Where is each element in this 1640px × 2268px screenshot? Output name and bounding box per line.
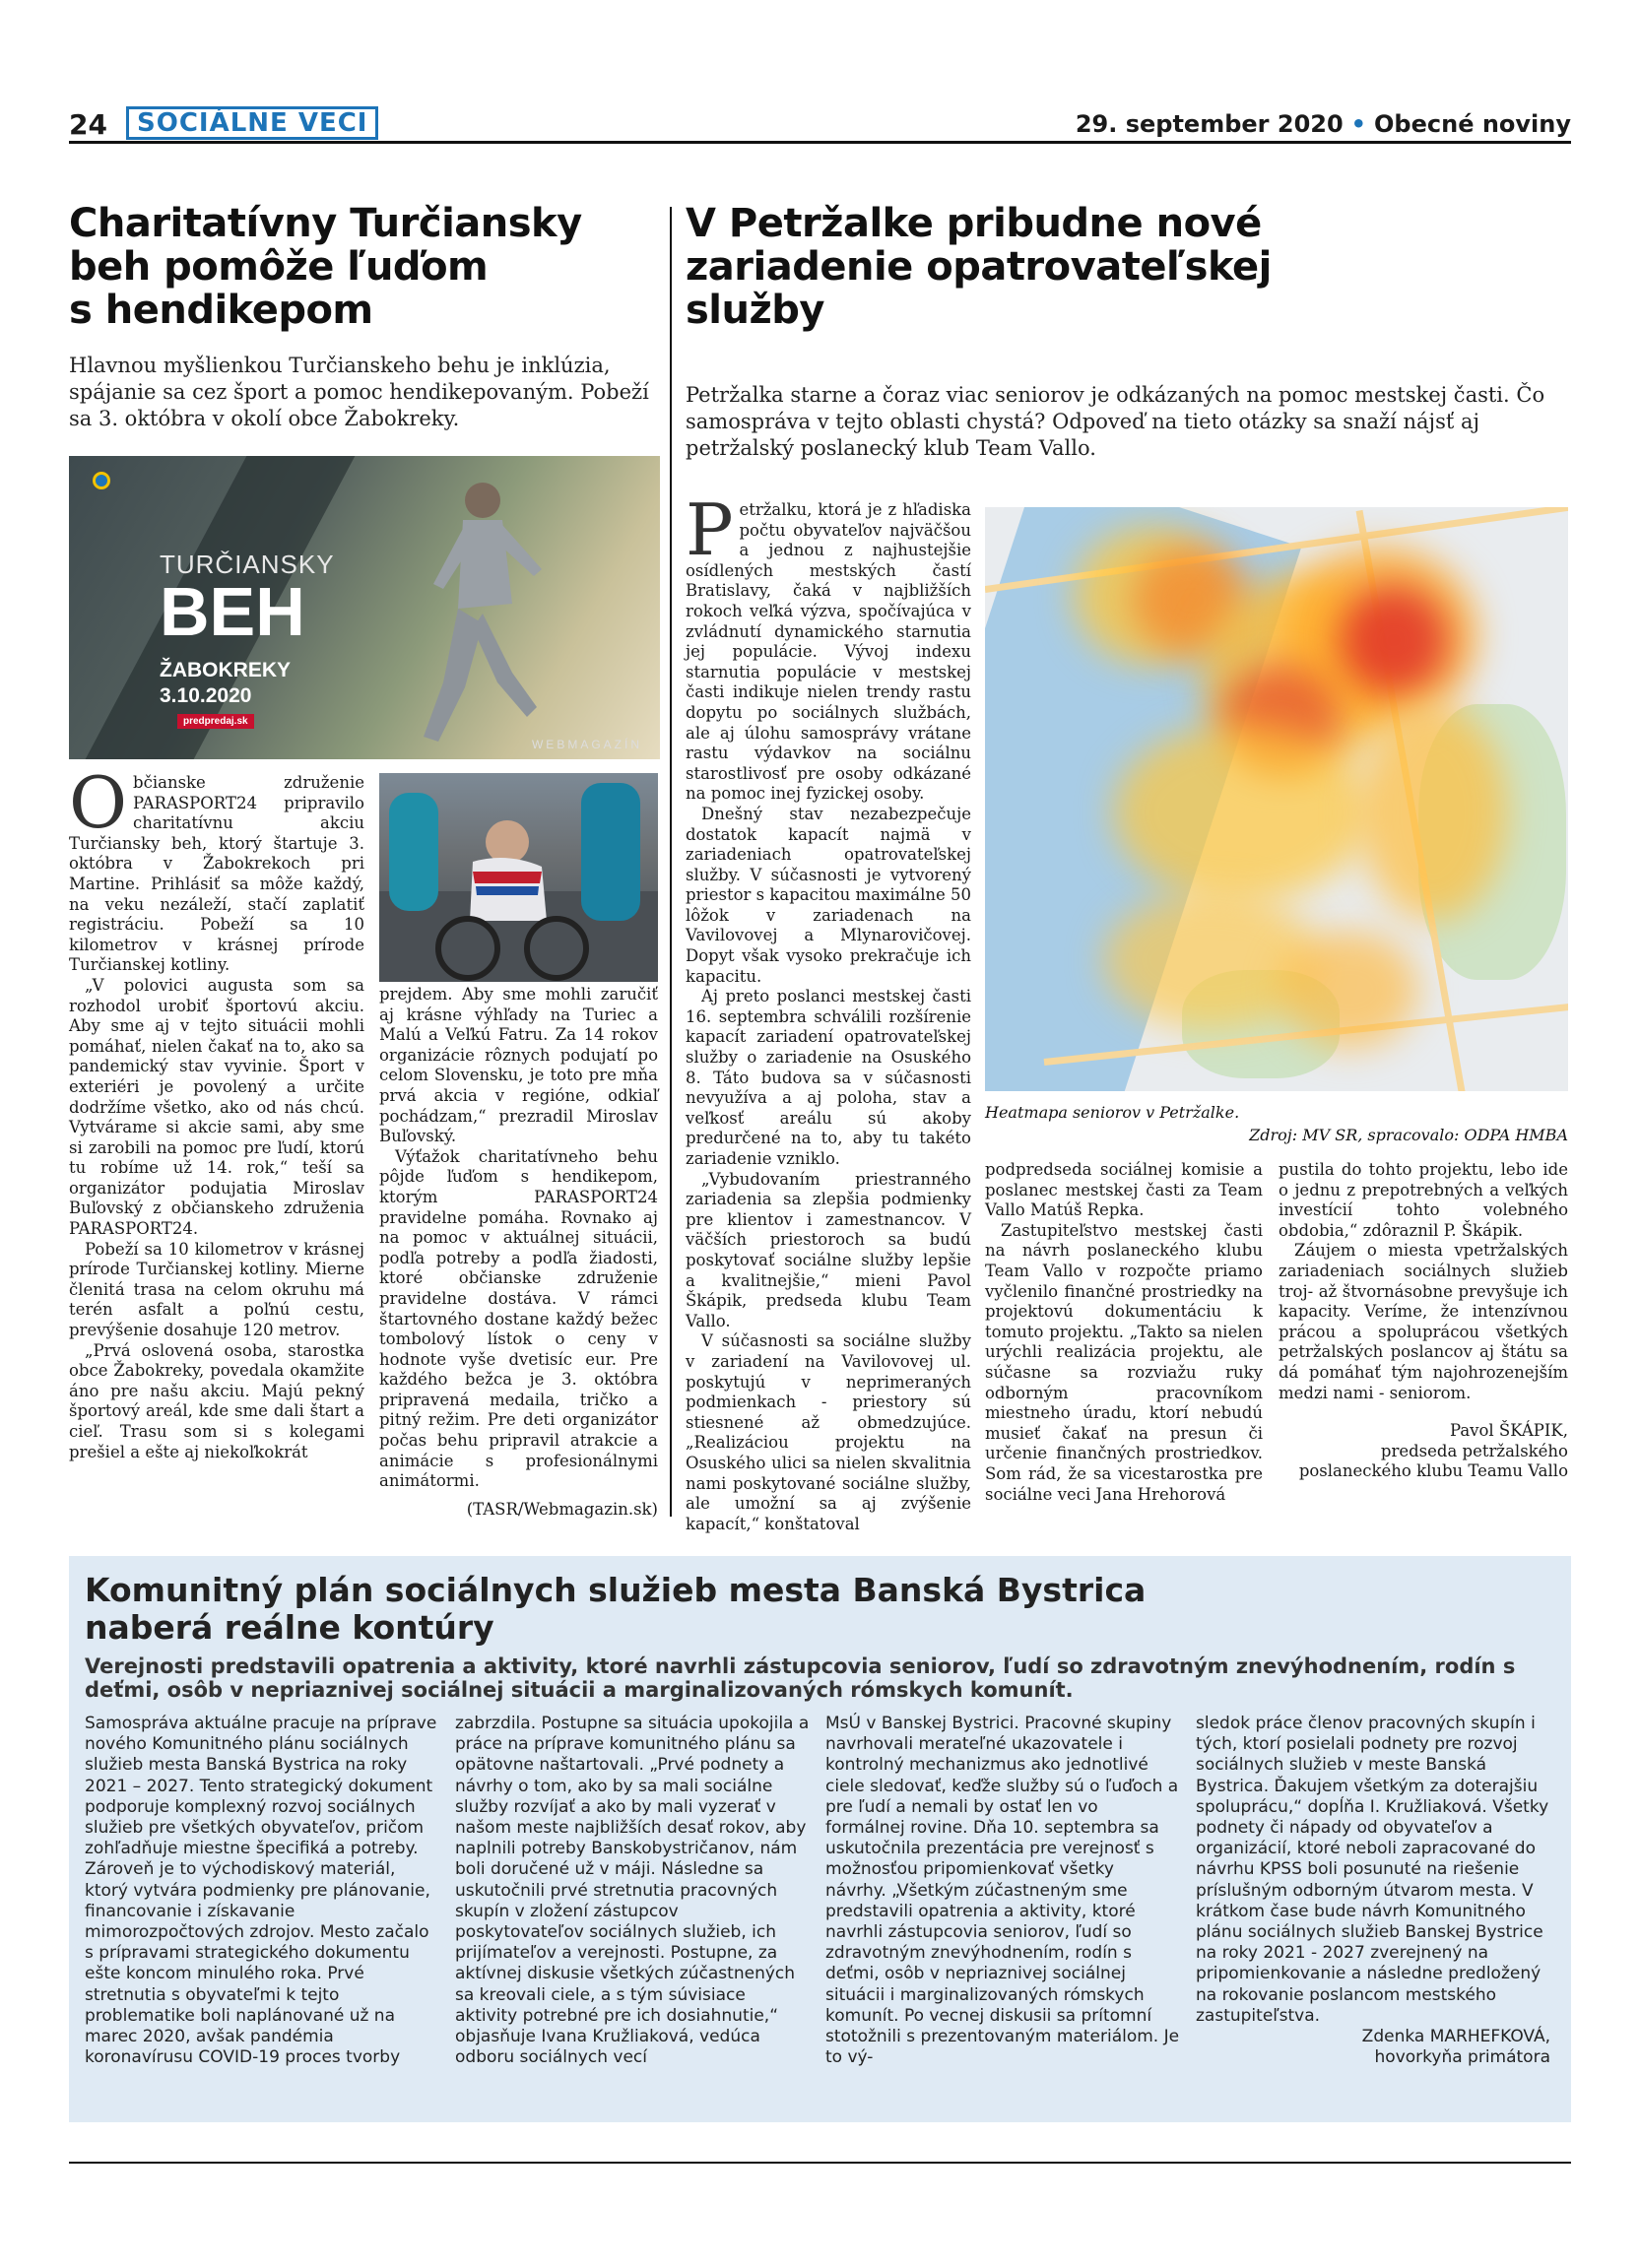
article2-paragraph: podpredseda sociálnej komisie a poslanec mestskej časti za Team Vallo Matúš Repka. [985, 1160, 1263, 1220]
article1-lead: Hlavnou myšlienkou Turčianskeho behu je inklúzia, spájanie sa cez šport a pomoc hendikepovaným. Pobeží sa 3. októbra v okolí obce Žabokreky. [69, 354, 649, 430]
separator-dot: • [1350, 110, 1367, 138]
signature-role: predseda petržalského [1380, 1441, 1568, 1460]
article2-column-2 [985, 1160, 1263, 1505]
article2-headline [686, 202, 1572, 332]
article1-headline [69, 202, 621, 332]
article3-title-line: naberá reálne kontúry [85, 1608, 494, 1647]
article2-paragraph: Záujem o miesta vpetržalských zariadeniach sociálnych služieb troj- až štvornásobne prevyšuje ich kapacity. Veríme, že intenzívnou prácou a spoluprácou všetkých petržalských poslancov aj štátu sa dá pomáhať tým najohrozenejším medzi nami - seniorom. [1279, 1241, 1568, 1402]
article3-title-line: Komunitný plán sociálnych služieb mesta Banská Bystrica [85, 1571, 1147, 1609]
issue-date: 29. september 2020 [1075, 110, 1344, 138]
article1-column-2 [379, 985, 658, 1492]
article2-title-line: V Petržalke pribudne nové [686, 201, 1262, 246]
article1-paragraph: Výťažok charitatívneho behu pôjde ľuďom s hendikepom, ktorým PARASPORT24 pravidelne pomáha. Rovnako aj na pomoc v aktuálnej situácii, podľa potreby a podľa žiadosti, ktoré občianske združenie pravidelne dostáva. V rámci štartovného dostane každý bežec tombolový lístok o ceny v hodnote vyše dvetisíc eur. Pre každého bežca je 3. októbra pripravená medaila, tričko a pitný režim. Pre deti organizátor počas behu pripravil atrakcie a animácie s profesionálnymi animátormi. [379, 1146, 658, 1491]
article1-title-line: s hendikepom [69, 288, 373, 333]
issue-info [1076, 110, 1571, 138]
article1-title-line: beh pomôže ľuďom [69, 244, 489, 290]
poster-subtitle [160, 658, 291, 709]
article3-box [69, 1556, 1571, 2122]
bottom-rule [69, 2162, 1571, 2164]
article2-paragraph: „Vybudovaním priestranného zariadenia sa zlepšia podmienky pre klientov i zamestnancov. V väčších priestoroch sa budú poskytovať sociálne služby lepšie a kvalitnejšie,“ mieni Pavol Škápik, predseda klubu Team Vallo. [686, 1169, 971, 1330]
poster-title-big: BEH [160, 573, 305, 650]
map-source: Zdroj: MV SR, spracovalo: ODPA HMBA [1249, 1126, 1568, 1144]
article2-paragraph: Aj preto poslanci mestskej časti 16. septembra schválili rozšírenie kapacít zariadení opatrovateľskej služby o zariadenie na Osuského 8. Táto budova sa v súčasnosti nevyužíva a aj poloha, stav a veľkosť areálu sú akoby predurčené na to, aby tu takéto zariadenie vzniklo. [686, 987, 971, 1168]
article1-paragraph: Pobeží sa 10 kilometrov v krásnej prírode Turčianskej kotliny. Mierne členitá trasa na celom okruhu má terén asfalt a poľnú cestu, prevýšenie dosahuje 120 metrov. [69, 1239, 364, 1340]
poster-badge: predpredaj.sk [177, 714, 254, 729]
poster-title-small: TURČIANSKY [160, 550, 335, 579]
poster-date: 3.10.2020 [160, 684, 252, 707]
article2-lead: Petržalka starne a čoraz viac seniorov je odkázaných na pomoc mestskej časti. Čo samospráva v tejto oblasti chystá? Odpoveď na tieto otázky sa snaží nájsť aj petržalský poslanecký klub Team Vallo. [686, 383, 1545, 460]
article1-column-1 [69, 761, 364, 1462]
column-divider [670, 207, 672, 1517]
poster-watermark: WEBMAGAZÍN [531, 738, 642, 751]
article3-column-2: zabrzdila. Postupne sa situácia upokojila a práce na príprave komunitného plánu sa opätovne naštartovali. „Prvé podnety a návrhy o tom, ako by sa mali sociálne služby rozvíjať a ako by mali vyzerať v našom meste najbližších desať rokov, aby naplnili potreby Banskobystričanov, nám boli doručené už v máji. Následne sa uskutočnili prvé stretnutia pracovných skupín v zložení zástupcov poskytovateľov sociálnych služieb, ich prijímateľov a verejnosti. Postupne, za aktívnej diskusie všetkých zúčastnených sa kreovali ciele, a s tým súvisiace aktivity potrebné pre ich dosiahnutie,“ objasňuje Ivana Kružliaková, vedúca odboru sociálnych vecí [455, 1714, 810, 2068]
page-number: 24 [69, 108, 107, 141]
article1-paragraph: prejdem. Aby sme mohli zaručiť aj krásne výhľady na Turiec a Malú a Veľkú Fatru. Za 14 rokov organizácie rôznych podujatí po celom Slovensku, je toto pre mňa prvá akcia v regióne, odkiaľ pochádzam,“ prezradil Miroslav Buľovský. [379, 985, 658, 1146]
article3-column-4 [1196, 1714, 1550, 2068]
turciansky-beh-poster [69, 456, 660, 759]
paragraph-text: etržalku, ktorá je z hľadiska počtu obyvateľov najväčšou a jednou z najhustejšie osídlených mestských častí Bratislavy, čaká v najbližších rokoch veľká výzva, spočívajúca v zvládnutí dynamického starnutia jej populácie. Vývoj indexu starnutia populácie v mestskej časti indikuje nielen trendy rastu dopytu po sociálnych službách, ale aj úlohu samosprávy vrátane rastu výdavkov na sociálnu starostlivosť pre osoby odkázané na pomoc inej fyzickej osoby. [686, 500, 971, 804]
article1-title-line: Charitatívny Turčiansky [69, 201, 582, 246]
article2-column-3 [1279, 1160, 1568, 1482]
article1-paragraph: „Prvá oslovená osoba, starostka obce Žabokreky, povedala okamžite áno pre našu akciu. Majú pekný športový areál, kde sme dali štart a cieľ. Trasu som si s kolegami prešiel a ešte aj niekoľkokrát [69, 1340, 364, 1461]
heat-spot [1340, 586, 1448, 694]
article2-column-1 [686, 488, 972, 1534]
article2-paragraph: V súčasnosti sa sociálne služby v zariadení na Vavilovovej ul. poskytujú v neprimeraných podmienkach - priestory sú stiesnené až obmedzujúce. „Realizáciou projektu na Osuského ulici sa nielen skvalitnia nami poskytované sociálne služby, ale umožní sa aj zvýšenie kapacít,“ konštatoval [686, 1331, 971, 1533]
article2-title-line: služby [686, 288, 824, 333]
paragraph-text: bčianske združenie PARASPORT24 pripravilo charitatívnu akciu Turčiansky beh, ktorý štartuje 3. októbra v Žabokrekoch pri Martine. Prihlásiť sa môže každý, na veku nezáleží, stačí zaplatiť registráciu. Pobeží sa 10 kilometrov v krásnej prírode Turčianskej kotliny. [69, 773, 364, 975]
page-header [69, 106, 1571, 144]
article2-paragraph: Dnešný stav nezabezpečuje dostatok kapacít najmä v zariadeniach opatrovateľskej služby. V súčasnosti je vytvorený priestor s kapacitou maximálne 50 lôžok v zariadenach na Vavilovovej a Mlynarovičovej. Dopyt však vysoko prekračuje ich kapacitu. [686, 804, 972, 986]
article3-signature-role: hovorkyňa primátora [1374, 2047, 1550, 2068]
article2-title-line: zariadenie opatrovateľskej [686, 244, 1272, 290]
article3-headline [85, 1572, 1146, 1647]
poster-place: ŽABOKREKY [160, 659, 292, 681]
dropcap: O [69, 761, 128, 844]
article2-paragraph: pustila do tohto projektu, lebo ide o jednu z prepotrebných a veľkých investícií tohto volebného obdobia,“ zdôraznil P. Škápik. [1279, 1160, 1568, 1240]
signature-name: Pavol ŠKÁPIK, [1449, 1421, 1568, 1441]
runner-illustration [404, 466, 552, 759]
petrzalka-heatmap [985, 507, 1568, 1091]
signature-role: poslaneckého klubu Teamu Vallo [1298, 1461, 1568, 1481]
publication-name: Obecné noviny [1374, 110, 1571, 138]
wheelchair-athlete-photo [379, 773, 658, 982]
article2-paragraph: Zastupiteľstvo mestskej časti na návrh poslaneckého klubu Team Vallo v rozpočte priamo vyčlenilo finančné prostriedky na projektovú dokumentáciu k tomuto projektu. „Takto sa nielen urýchli realizácia projektu, ale súčasne sa rozviažu ruky odborným pracovníkom miestneho úradu, ktorí nebudú musieť čakať na presun či určenie finančných prostriedkov. Som rád, že sa vicestarostka pre sociálne veci Jana Hrehorová [985, 1220, 1263, 1504]
article1-paragraph: „V polovici augusta som sa rozhodol urobiť športovú akciu. Aby sme aj v tejto situácii mohli pomáhať, nielen čakať na to, ako sa pandemický stav vyvinie. Šport v exteriéri je povolený a určite dodržíme všetko, ako od nás chcú. Vytvárame si akcie sami, aby sme si zarobili na pomoc pre ľudí, ktorú tu robíme už 14. rok,“ teší sa organizátor podujatia Miroslav Buľovský z občianskeho združenia PARASPORT24. [69, 975, 364, 1239]
poster-logo-icon [93, 472, 110, 489]
article3-column-3: MsÚ v Banskej Bystrici. Pracovné skupiny navrhovali merateľné ukazovatele i kontrolný mechanizmus ako jednotlivé ciele sledovať, keďže služby sú o ľuďoch a pre ľudí a nemali by ostať len vo formálnej rovine. Dňa 10. septembra sa uskutočnila prezentácia pre verejnosť s možnosťou pripomienkovať všetky návrhy. „Všetkým zúčastneným sme predstavili opatrenia a aktivity, ktoré navrhli zástupcovia seniorov, ľudí so zdravotným znevýhodnením, rodín s deťmi, osôb v nepriaznivej sociálnej situácii i marginalizovaných rómskych komunít. Po vecnej diskusii sa prítomní stotožnili s prezentovaným materiálom. Je to vý- [825, 1714, 1180, 2068]
column-text: sledok práce členov pracovných skupín i tých, ktorí posielali podnety pre rozvoj sociálnych služieb v meste Banská Bystrica. Ďakujem všetkým za doterajšiu spoluprácu,“ dopĺňa I. Kružliaková. Všetky podnety či nápady od obyvateľov a organizácií, ktoré neboli zapracované do návrhu KPSS boli posunuté na riešenie príslušným odborným útvarom mesta. V krátkom čase bude návrh Komunitného plánu sociálnych služieb Banskej Bystrice na roky 2021 - 2027 zverejnený na pripomienkovanie a následne predložený na rokovanie poslancom mestského zastupiteľstva. [1196, 1714, 1549, 2026]
section-label: SOCIÁLNE VECI [126, 106, 378, 140]
heat-spot [1359, 704, 1507, 921]
map-caption: Heatmapa seniorov v Petržalke. [985, 1103, 1240, 1122]
article3-lead: Verejnosti predstavili opatrenia a aktivity, ktoré navrhli zástupcovia seniorov, ľudí so zdravotným znevýhodnením, rodín s deťmi, osôb v nepriaznivej sociálnej situácii a marginalizovaných rómskych komunít. [85, 1654, 1516, 1702]
heat-spot [1280, 931, 1418, 1049]
article1-paragraph [69, 761, 364, 976]
article1-source: (TASR/Webmagazin.sk) [466, 1500, 658, 1519]
article2-paragraph [686, 488, 971, 805]
article3-signature-name: Zdenka MARHEFKOVÁ, [1361, 2027, 1550, 2047]
heat-spot [1113, 724, 1369, 901]
article3-column-1: Samospráva aktuálne pracuje na príprave nového Komunitného plánu sociálnych služieb mesta Banská Bystrica na roky 2021 – 2027. Tento strategický dokument podporuje komplexný rozvoj sociálnych služieb pre všetkých obyvateľov, pričom zohľadňuje miestne špecifiká a potreby. Zároveň je to východiskový materiál, ktorý vytvára podmienky pre plánovanie, financovanie i získavanie mimorozpočtových zdrojov. Mesto začalo s prípravami strategického dokumentu ešte koncom minulého roka. Prvé stretnutia s obyvateľmi k tejto problematike boli naplánované už na marec 2020, avšak pandémia koronavírusu COVID-19 proces tvorby [85, 1714, 437, 2068]
photo-illustration [379, 773, 658, 982]
dropcap: P [686, 488, 734, 571]
